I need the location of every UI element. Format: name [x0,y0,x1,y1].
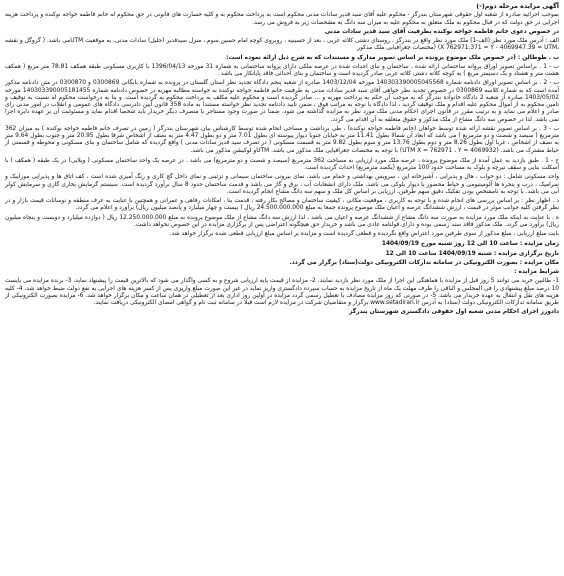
survey-map-paragraph: ب - 3 . بر اساس تصویر نقشه ارائه شده توسط خواهان (خانم فاطمه خواجه نوکنده) ، طی برداشت و مساحی انجام شده توسط کارشناس بیان شهرستان بندرگز ( زمین در تصرف خانم فاطمه خواجه نوکنده ) به میزان 362 مترمربع ( سیصد و شصت و دو مترمربع ) می باشد که ابعاد آن شمالا بطول 11.41 متر به خیابان جنوبا دیوار پیوسته ای بطول 7.01 متر و دو بطول 4.47 متر به نصف از اشخاص شرقا بطول 20.95 متر و جنوب بطول 9.64 متر به نصف از اشخاص ، غربا اول بطول 8.26 متر و دوم بطول 13.76 متر و سوم بطول 9.82 متر به قسمت مسکونی ( در تصرف سید قدیر سادات مدنی ) واقع گردیده که شامل ساختمان و بنای مسکونی و محوطه و قسمتی از حیاط مشترک می باشد. (UTM X = 762971 ، Y = 4069932) با توجه به مختصات جغرافیایی ملک مذکور می باشد. UTMو لوکیشن مذکور می باشد. [5,125,560,154]
valuation-paragraph: د . اظهار نظر : بر اساس بررسی های انجام شده و با توجه به کاربری ، موقعیت مکانی ، کیفیت ساختمان و مصالح بکار رفته ، قدمت بنا ، امکانات رفاهی و عمرانی و همچنین با عنایت به عرف منطقه و نوسانات قیمت بازار و در نظر گرفتن کلیه جوانب موثر در قیمت ، ارزش ششدانگ عرصه و اعیان ملک موضوع پرونده جمعا به مبلغ 24.500.000.000 ریال ( بیست و چهار میلیارد و پانصد میلیون ریال) برآورد و اعلام می گردد. [5,198,559,212]
auction-place: مکان مزایده : بصورت الکترونیکی در سامانه تدارکات الکترونیکی دولت(ستاد) برگزار می گردد. [289,259,559,266]
intro-paragraph: بموجب اجرائیه صادره از شعبه اول حقوقی شهرستان بندرگز - محکوم علیه آقای سید قدیر سادات مدنی محکوم است به پرداخت محکوم به و کلیه خسارت های قانونی در حق محکوم له خانم فاطمه خواجه نوکنده و پرداخت هزینه اجرایی در حق دولت که در قبال محکوم به ملک متعلق به محکوم علیه به میزان سه دانگ به مشخصات زیر به فروش می رسد. [5,12,559,26]
auction-time: زمان مزایده : ساعت 10 الی 12 روز شنبه مورخ 1404/09/19 [381,241,559,248]
documents-heading: ب . طوطالن : (در خصوص ملک موضوع پرونده بر اساس تصویر مدارک و مستندات که به شرح ذیل ارائه نموده است: [226,54,559,61]
inspection-paragraph: ج - 1 . طبق بازدید به عمل آمده از ملک موضوع پرونده ، عرصه ملک مورد ارزیابی به مساحت 362 مترمربع (سیصد و شصت و دو مترمربع) می باشد . در عرصه یک واحد ساختمان مسکونی ( ویلایی) در یک طبقه ( همکف ) با اسکلت بنایی و سقف تیرچه و بلوک به مساحت حدود 100 مترمربع (یکصد مترمربع) احداث گردیده است. [5,157,560,171]
court-judgment-paragraph: ب - 2 . بر اساس تصویر اوراق دادنامه شماره 140303390005045568 مورخه 1403/12/04 صادره از شعبه پنجم دادگاه تجدید نظر استان گلستان در پرونده به شماره بایگانی 0300869 و 0300870 در متن دادنامه مذکور آمده است که به شماره کلاسه 0300869 در خصوص تجدید نظر خواهی آقای سید قدیر سادات مدنی به طرفیت خانم فاطمه خواجه نوکنده به خواسته مطالبه مهریه در خصوص دادنامه شماره 140303390005181455 مورخه 1403/05/02 صادره از شعبه 2 دادگاه خانواده بندرگز که به موجب آن حکم به پرداخت مهریه و ... صادر گردیده است و محکوم علیه مکلف به پرداخت محکوم به گردیده است. و بنا به درخواست محکوم له نسبت به توقیف و تامین محکوم به از اموال محکوم علیه اقدام و ملک توقیف گردید ، لذا دادگاه با توجه به مراتب فوق ، ضمن تایید دادنامه تجدید نظر خواسته مستندا به ماده 358 قانون آیین دادرسی دادگاه های عمومی و انقلاب در امور مدنی رای صادر و اعلام می نماید و به ترتیب مقرر در قانون اجرای احکام مدنی ملک مورد نظر به مزایده گذاشته می شود. ضمنا در صورت وجود مستاجر یا متصرف دیگر خریدار باید شخصا اقدام نماید و مسئولیت آن بر عهده دایره اجرا نمی باشد. لذا در خصوص سه دانگ مشاع از ملک مذکور و حقوق متعلقه به آن اقدام می گردد. [5,80,559,123]
case-subject: در خصوص دعوی خانم فاطمه خواجه نوکنده بطرفیت آقای سید قدیر سادات مدنی [324,28,559,35]
final-valuation-paragraph: بابت مبلغ ارزیابی ، مبلغ مذکور از سوی طرفین مورد اعتراض واقع نگردیده و قطعی گردیده است و مزایده بر اساس مبلغ ارزیابی قطعی شده برگزار خواهد شد. [169,231,559,237]
building-permit-paragraph: ب - 1 . براساس تصویر اوراق پروانه ساختمانی ارائه شده ، ساختمان و بنای احداث شده در عرصه ملکی دارای پروانه ساختمانی به شماره 31 مورخه 1396/04/13 با کاربری مسکونی طبقه همکف 78.81 متر مربع ( همکف هشت متر و هشتاد و یک دسیمتر مربع ) به کوچه کلاته دشتی کلاته عربی صادر گردیده است و ساختمان و بنای احداثی فاقد پایانکار می باشد . [5,63,560,77]
notice-footer: دادورز اجرای احکام مدنی شعبه اول حقوقی دادگستری شهرستان بندرگز [349,309,559,316]
notice-title: آگهی مزایده مرحله دوم(-) [476,2,559,10]
building-description-paragraph: واحد مسکونی شامل : دو خواب ، هال و پذیرایی ، آشپزخانه اپن ، سرویس بهداشتی و حمام می باشد. نمای بیرونی ساختمان سیمانی و تزئینی و نمای داخل گچ کاری و رنگ آمیزی شده است ، کف اتاق ها و پذیرایی موزاییک و سرامیک ، درب و پنجره ها آلومینیومی و حیاط محصور با دیوار بلوکی می باشد. ملک دارای انشعابات آب ، برق و گاز می باشد و قدمت ساختمان حدود 8 سال برآورد گردیده است. سیستم گرمایش بخاری گازی و سرمایش کولر آبی می باشد. با توجه به نامشخص بودن تفکیک دقیق سهم طرفین، ارزیابی بر اساس کل ملک و سهم سه دانگ مشاع انجام گردیده است. [5,174,559,195]
conditions-text: 1- طالبین خرید می توانند 5 روز قبل از مزایده با هماهنگی این اجرا از ملک مورد نظر بازدید نمایند. 2- مزایده از قیمت پایه ارزیابی شروع و به کسی واگذار می شود که بالاترین قیمت را پیشنهاد نماید. 3- برنده مزایده می بایست 10 درصد مبلغ پیشنهادی را فی المجلس و الباقی را ظرف مهلت یک ماه از تاریخ مزایده به حساب سپرده دادگستری واریز نماید در غیر این صورت مبلغ واریزی پس از کسر هزینه های اجرایی به نفع دولت ضبط خواهد شد. 4- کلیه هزینه های نقل و انتقال به عهده خریدار می باشد. 5- در صورتی که روز مزایده مصادف با تعطیل رسمی گردد مزایده در اولین روز اداری بعد از تعطیلی در همان ساعت و مکان برگزار خواهد شد. 6- مزایده بصورت الکترونیکی از طریق سامانه تدارکات الکترونیکی دولت (ستاد) به آدرس www.setadiran.ir برگزار و متقاضیان شرکت در مزایده لازم است قبلا در سامانه ثبت نام و گواهی امضای الکترونیکی دریافت نمایند. [5,278,559,306]
share-valuation-paragraph: ه . با عنایت به اینکه ملک مورد مزایده به صورت سه دانگ مشاع از ششدانگ عرصه و اعیان می باشد ، لذا ارزش سه دانگ مشاع از ملک موضوع پرونده به مبلغ 12.250.000.000 ریال ( دوازده میلیارد و دویست و پنجاه میلیون ریال) برآورد می گردد. ملک مذکور فاقد سند رسمی بوده و دارای قولنامه عادی می باشد و خریدار حق هیچگونه اعتراضی پس از برگزاری مزایده در این خصوص نخواهد داشت. [5,214,559,228]
conditions-title: شرایط مزایده : [514,269,559,275]
auction-date: تاریخ برگزاری مزایده : شنبه 1404/09/19 ساعت 10 الی 12 [385,250,559,257]
property-address: الف : آدرس ملک مورد نظر (الف-1) ملک مورد نظر واقع در بندرگز ، روستای دشتی کلاته عربی ، بعد از حسینیه ، روبروی کوچه امام حسین سوم ، منزل سیدقدیر (جلیل) سادات مدنی. به موقعیت UTMمی باشد. ( گروگل و نقشه ،X 762971.371 = Y - 4069947.39 = UTM) (مختصات جغرافیایی ملک مذکور [5,38,559,52]
